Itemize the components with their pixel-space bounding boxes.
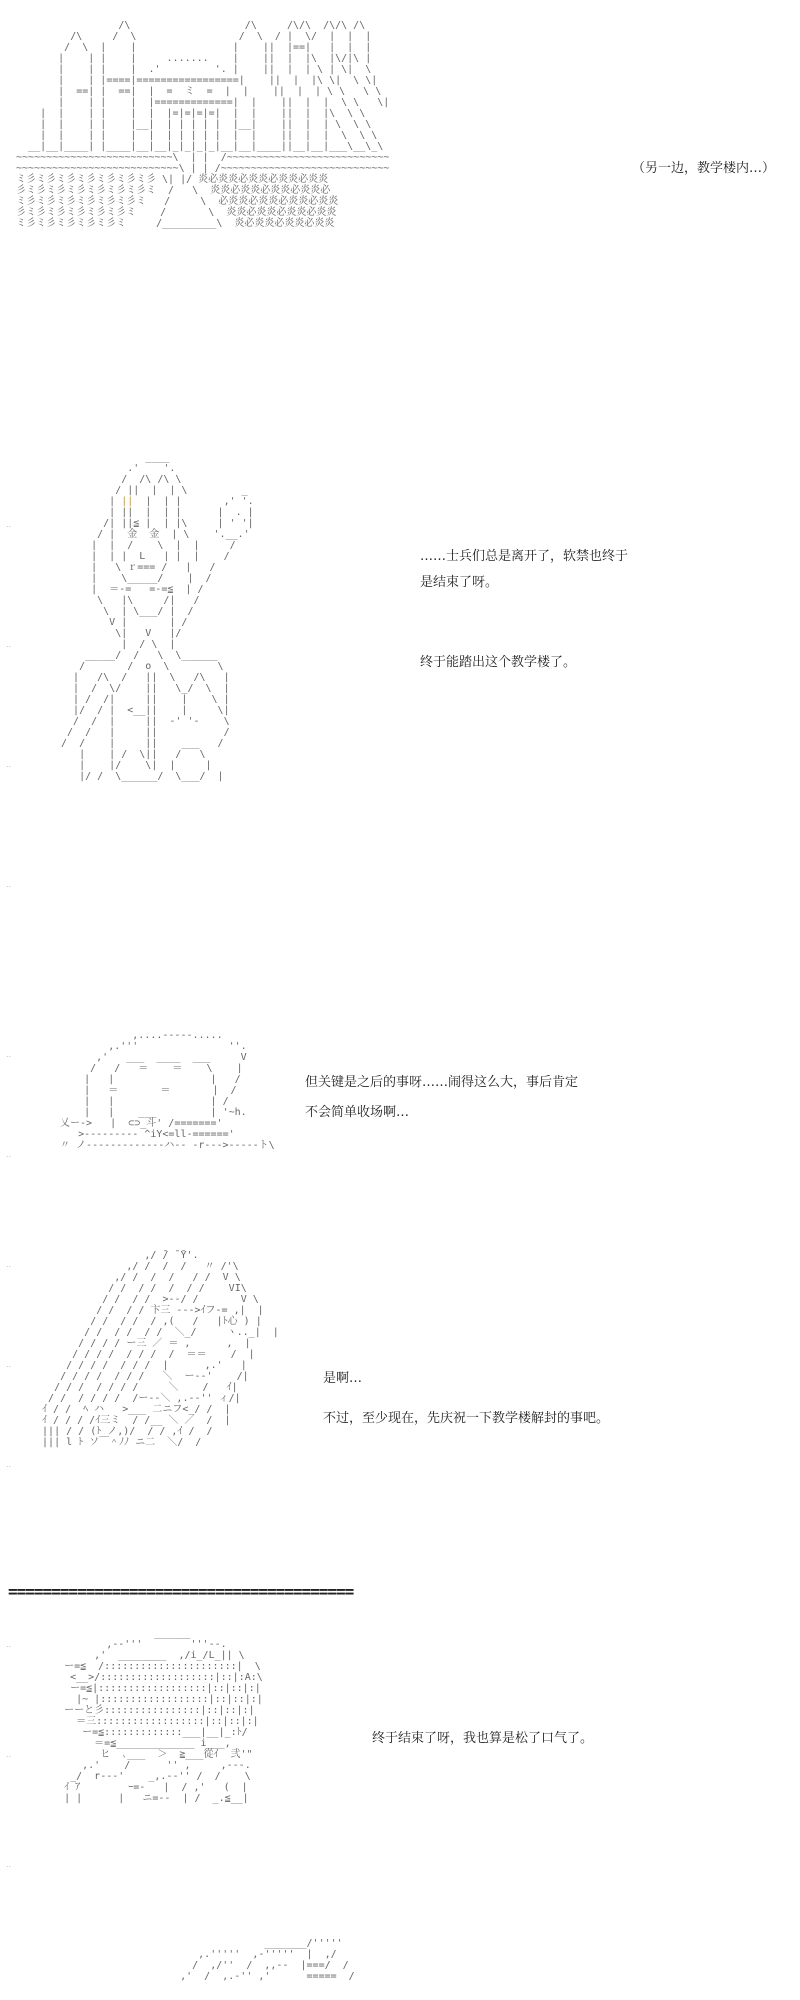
gutter-mark: .. [6, 1260, 12, 1269]
dialogue-line: 不会简单收场啊… [305, 1105, 410, 1120]
panel-long-hair-girl [0, 1240, 800, 1580]
panel-relieved-character [0, 1610, 800, 1910]
dialogue-box [420, 652, 576, 674]
gutter-mark: .. [6, 640, 12, 649]
panel-girl-hands-clasped [0, 440, 800, 1000]
dialogue-line: 是啊… [323, 1371, 363, 1386]
dialogue-line: 不过，至少现在，先庆祝一下教学楼解封的事吧。 [323, 1411, 610, 1426]
school-building-art: /\ /\ /\/\ /\/\ /\ /\ / \ / \ / | \/ | | | / \ | | | || |==| | | | | | | | ....... | || | |\ |\/|\ | | | | | .' '. | || | | \ | \| \ | | |====|=================| || | |\ \| \ \| | ==| | ==| | = ミ = | | || | | \ \ \ \ | | | | |=============| | || | | \ \ \| | | | | | | |=|=|=|=| | | || | |\ \ \ | | | | |__| | | | | | |__| || | | \ \ \ | | | | | | | | | | | | | || | | \ \ \ __|__|____| |____|__|__|_|_|_|_|__|__|____||__|__|___\__\_\ ~~~~~~~~~~~~~~~~~~~~~~~~~~\ | | /~~~~~~~~~~~~~~~~~~~~~~~~~~~ ~~~~~~~~~~~~~~~~~~~~~~~~~~~\ | | /~~~~~~~~~~~~~~~~~~~~~~~~~~~~ ミ彡ミ彡ミ彡ミ彡ミ彡ミ彡ミ彡 \| |/ 炎必炎炎必炎炎必炎炎必炎炎 彡ミ彡ミ彡ミ彡ミ彡ミ彡ミ彡ミ / \ 炎炎必炎炎必炎炎必炎炎必 ミ彡ミ彡ミ彡ミ彡ミ彡ミ彡ミ / \ 必炎炎必炎炎必炎炎必炎炎 彡ミ彡ミ彡ミ彡ミ彡ミ彡ミ / \ 炎炎必炎炎必炎炎必炎炎 ミ彡ミ彡ミ彡ミ彡ミ彡ミ /_________\ 炎必炎炎必炎炎必炎炎 [16, 20, 390, 229]
long-hair-girl-art: ,/ ̄/ ̄ ̄Y'. ,/ / / / 〃 /'\ ,/ / / / / / V \ / / / / / / / VI\ / / / / >--/ / V \ / / / / 卞三 --->ｲフ-= ,| | / / / / / ,( / |ﾄ心 ) | / / / / / / ＼_/ ヽ.._| | / / / / ー三 ／ ＝ , , | / / / / / / / / ＝＝ / | / / / / / / / | ,.' | / / / / / / / ＼ ー--' /| / / / / / / / ＼ / ｲ| / / / / / / /ー--＼ ,.--'' ィ/| ｲ / / ﾍ ハ >___ 二ニフ<_/ / | ｲ / / / /ｲ三ミ / /__ ＼ ／ / | ||| / / (ﾄ ノ,)/ / / ,ｲ / / ||| l ﾄ ソ￣＾ﾉﾉ ニ二 ＼/ / [42, 1250, 279, 1448]
relieved-character-art: ______ ,--''' '''--. ,' ________ ,/i_/L_|| \ ー=≦ /::::::::::::::::::::::| \ <__>/:::::::::::::::::::|::|:A:\ ー=≦|::::::::::::::::::|::|::|:| |~ |::::::::::::::::::|::|::|:| ーーと彡::::::::::::::::|::|::|:| ＝三::::::::::::::::::|::|::|:| ー=≦:::::::::::::___|__|_:ﾄ/ ＝=≦_____________ i___, ヒ ､___ ＞ ≧___從ｲ 弐'" ,.' / '' , ,---. _/ r---' _,.--'' / / \ ｲ ｱ ｰ=- | / ,' ( | | | | ニ=-- | / _.≦__| [64, 1628, 263, 1804]
panel-girl-close-eyes [0, 1010, 800, 1210]
partial-art: _______/''''' ,.''''' ,-''''' | ,/ / ,/'' / ,,-- |===/ / ,' / ,.-'' ,' ===== / [180, 1938, 355, 1982]
narration-line: （另一边，教学楼内…） [632, 161, 776, 176]
gutter-mark: .. [6, 1860, 12, 1869]
gutter-mark: .. [6, 1050, 12, 1059]
dialogue-line: ……士兵们总是离开了，软禁也终于 [420, 549, 629, 564]
gutter-mark: .. [6, 880, 12, 889]
panel-partial-art [0, 1910, 800, 2000]
gutter-mark: .. [6, 1460, 12, 1469]
dialogue-box [305, 1072, 578, 1124]
gutter-mark: .. [6, 1640, 12, 1649]
gutter-mark: .. [6, 760, 12, 769]
dialogue-line: 终于能踏出这个教学楼了。 [420, 655, 577, 670]
section-divider: ======================================== [8, 1582, 354, 1601]
dialogue-box [323, 1408, 609, 1430]
dialogue-box [323, 1368, 362, 1390]
narration-box [632, 158, 775, 180]
dialogue-line: 是结束了呀。 [420, 575, 499, 590]
gutter-mark: .. [6, 1750, 12, 1759]
dialogue-line: 但关键是之后的事呀……闹得这么大，事后肯定 [305, 1075, 579, 1090]
dialogue-box [420, 546, 628, 594]
panel-school-building [0, 0, 800, 440]
gutter-mark: .. [6, 1360, 12, 1369]
gutter-mark: .. [6, 1150, 12, 1159]
girl-hands-clasped-art: ____ .' '. / /\ /\ \ / || | | \ _ | || | | | ,' '. | || | | | | . | /| ||≦ | | |\ | ' '| / | 金 金 | \ '.__.' | | / \ | | / | | | L | | | / | \ ｒ=== / | / | \_____/ | / | ＝-= =-=≦ | / \ |\ /| / \ | \___/ | / V | | / \| V |/ | / \ | _____/ / \ \______ / / o \ \ | /\ / || \ /\ | | / \/ || \_/ \ | | / /| || | \ | |/ / | <__|| | \| / / | || -' '- \ / / | || / / / | || ___ / | | / \|| / \ | |/ \| | | |/ / \______/ \___/ | [61, 452, 254, 782]
dialogue-line: 终于结束了呀，我也算是松了口气了。 [372, 1731, 594, 1746]
dialogue-box [372, 1728, 593, 1750]
gutter-mark: .. [6, 520, 12, 529]
girl-close-eyes-art: ,....-----..... ,.''' ''. ,' ___ ____ ___ V / / ＝ ＝ \ | | | | / | ＝ ＝ | / | | | / | | ___ | '~h. 乂ー-> | ⊂⊃_斗' /=======' >--------- ^iY<=ll-======' 〃 ノ-------------ハ-- -r--->-----ト\ [60, 1030, 275, 1151]
